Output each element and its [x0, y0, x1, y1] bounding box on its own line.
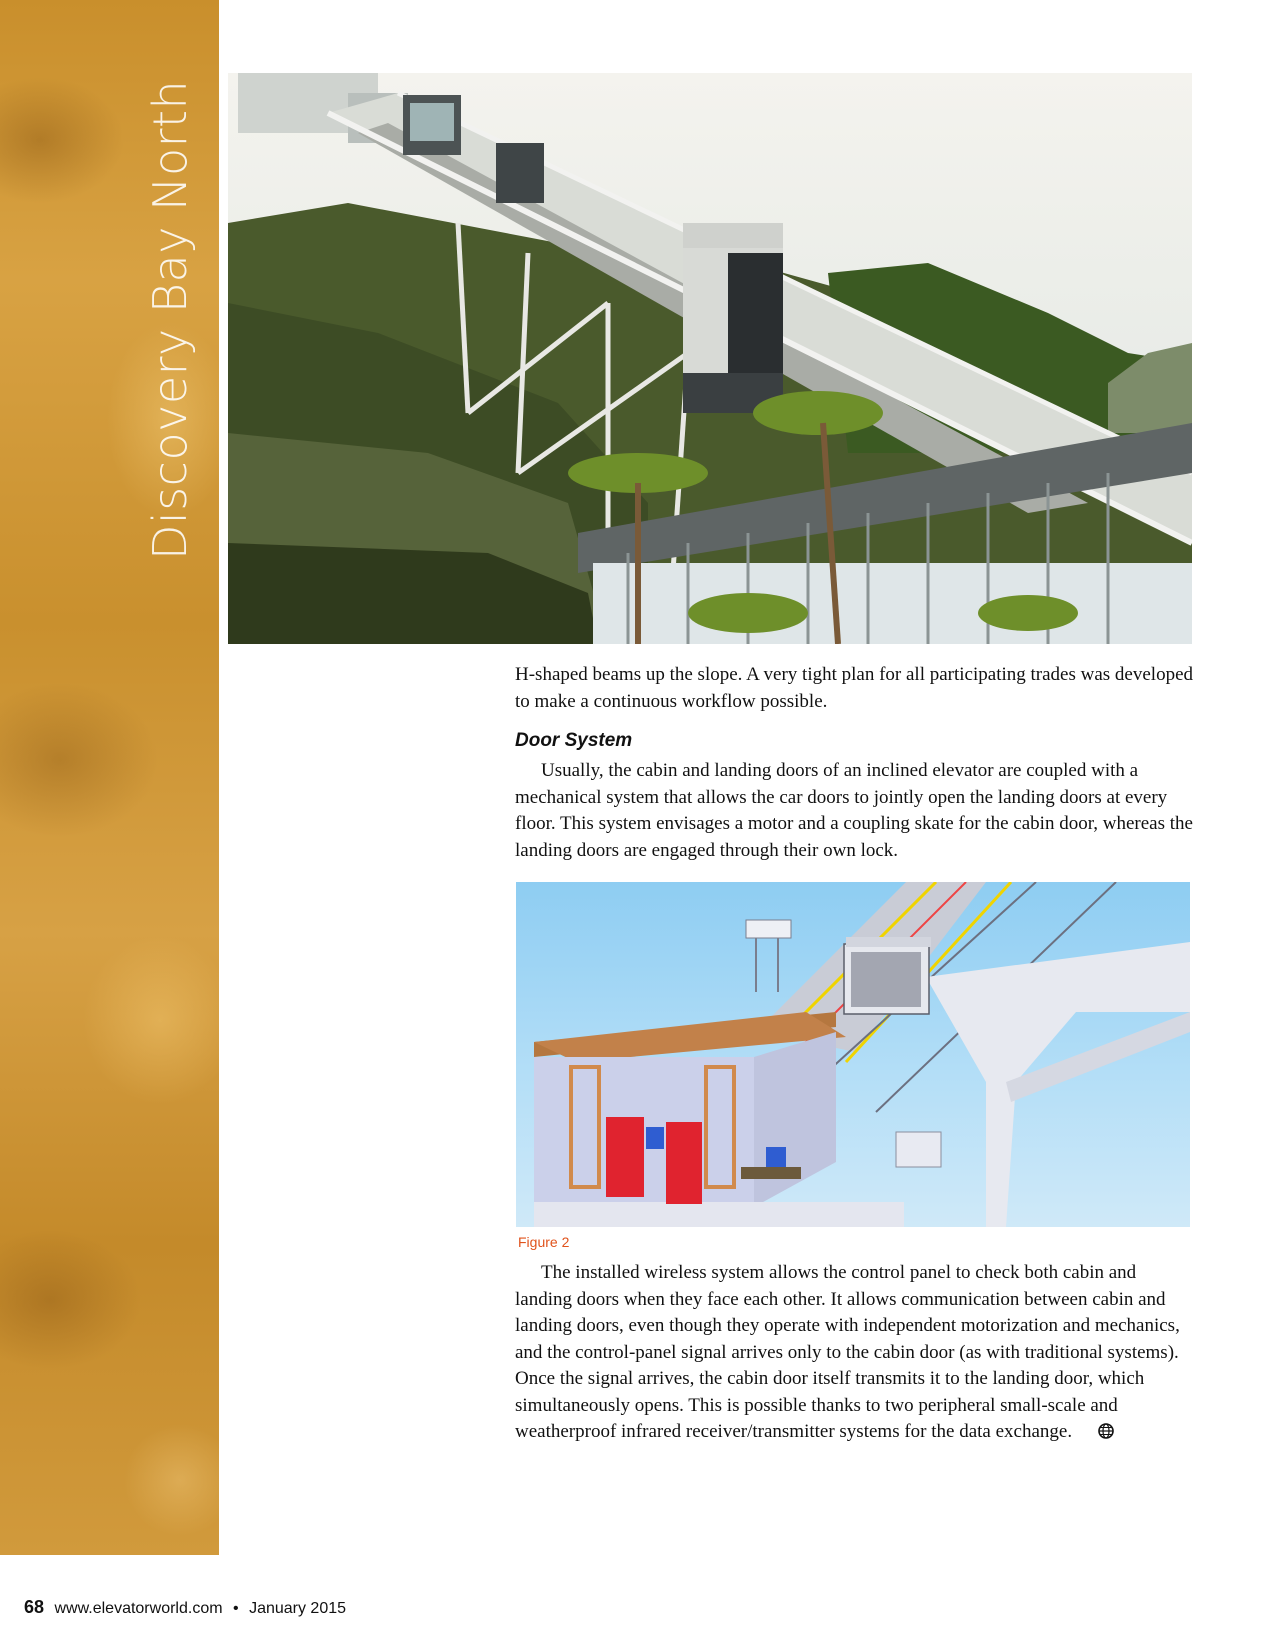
- footer-issue: January 2015: [249, 1600, 347, 1617]
- paragraph-1: Usually, the cabin and landing doors of an inclined elevator are coupled with a mechanical system that allows the car doors to jointly open the landing doors at every floor. This system envisages a motor and a coupling skate for the cabin door, whereas the landing doors are engaged through their own lock.: [515, 760, 1193, 861]
- paragraph-2: [515, 1260, 1195, 1446]
- intro-paragraph-block: [515, 662, 1195, 715]
- sidebar-title: Discovery Bay North: [143, 79, 197, 560]
- section-heading: Door System: [515, 730, 633, 751]
- intro-paragraph: H-shaped beams up the slope. A very tight plan for all participating trades was developed to make a continuous workflow possible.: [515, 664, 1194, 712]
- footer-separator: •: [233, 1600, 239, 1617]
- sidebar-parchment: [0, 0, 219, 1555]
- figure-2-cad-drawing: [516, 882, 1190, 1227]
- elevator-photo: [228, 73, 1192, 644]
- figure-2-illustration: [516, 882, 1190, 1227]
- page-number: 68: [24, 1597, 45, 1617]
- elevator-photo-illustration: [228, 73, 1192, 644]
- paragraph-1-block: [515, 758, 1195, 864]
- globe-end-mark-icon: [1098, 1423, 1114, 1439]
- figure-caption: Figure 2: [518, 1234, 570, 1250]
- paragraph-2-block: [515, 1260, 1195, 1446]
- footer-website: www.elevatorworld.com: [54, 1600, 223, 1617]
- page-footer: [24, 1597, 346, 1618]
- paragraph-2-text: The installed wireless system allows the control panel to check both cabin and landing doors when they face each other. It allows communication between cabin and landing doors, even though they operate with independent motorization and mechanics, and the control-panel signal arrives only to the cabin door (as with traditional systems). Once the signal arrives, the cabin door itself transmits it to the landing door, which simultaneously opens. This is possible thanks to two peripheral small-scale and weatherproof infrared receiver/transmitter systems for the data exchange.: [515, 1262, 1180, 1442]
